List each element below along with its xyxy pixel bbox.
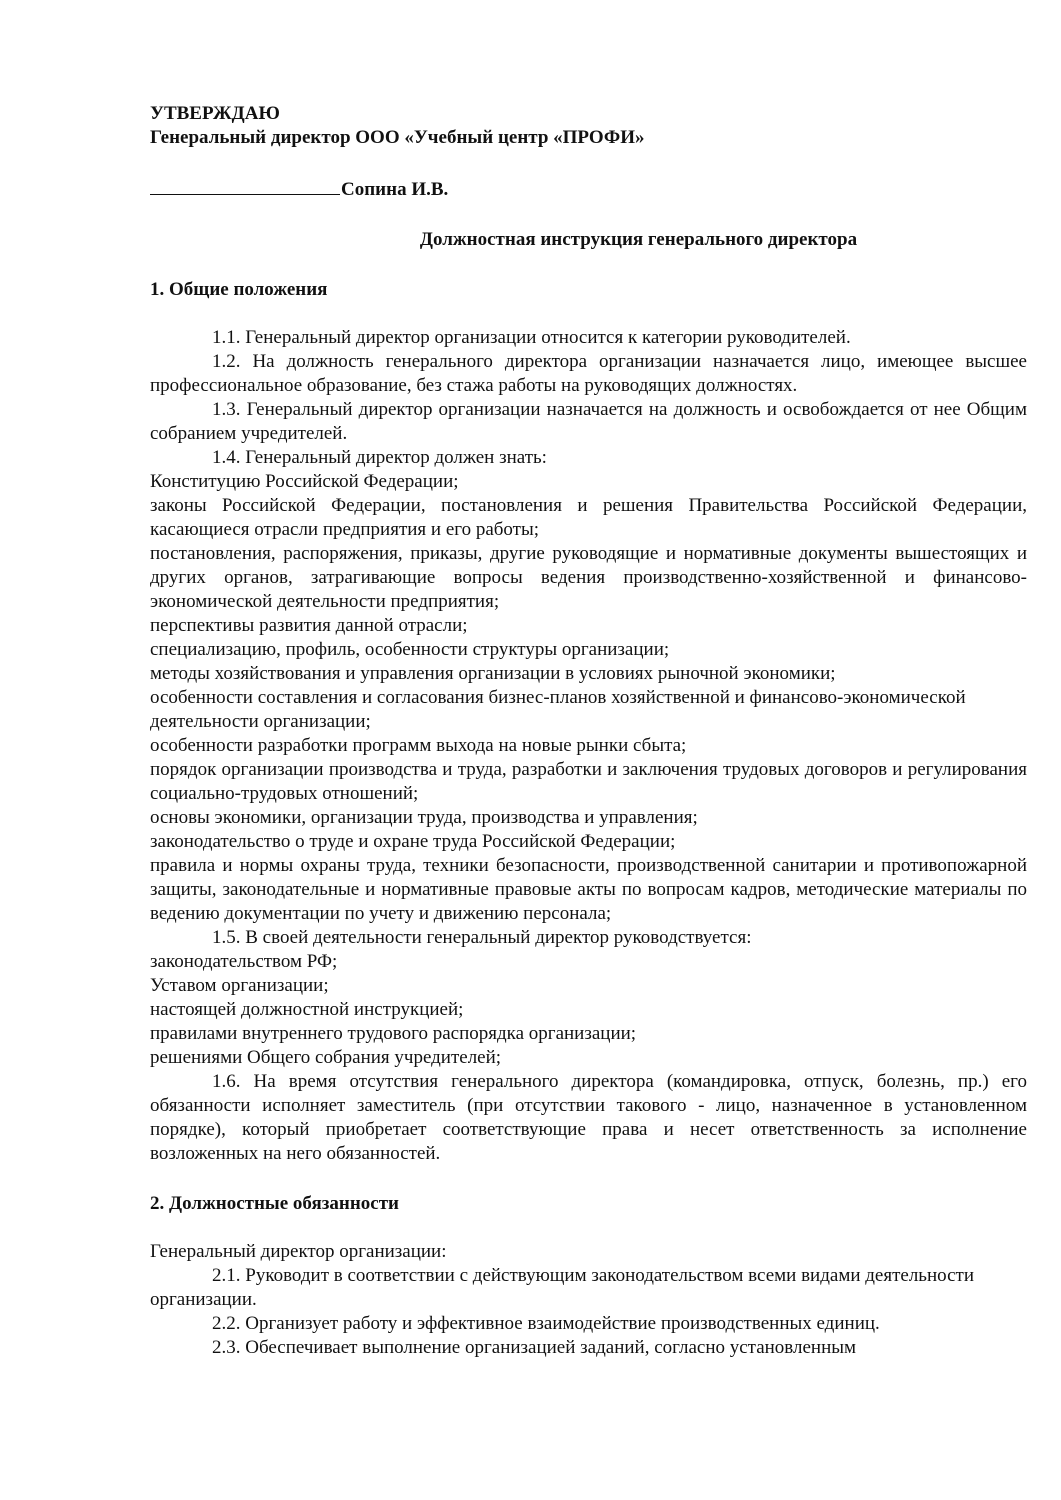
- list-item: правилами внутреннего трудового распорядка организации;: [150, 1023, 637, 1044]
- section-2-intro: Генеральный директор организации:: [150, 1241, 447, 1262]
- list-item: решениями Общего собрания учредителей;: [150, 1047, 502, 1068]
- approve-label: УТВЕРЖДАЮ: [150, 103, 280, 124]
- list-item: порядок организации производства и труда, разработки и заключения трудовых договоров и регулирования социально-трудовых отношений;: [150, 759, 1027, 804]
- paragraph-2-2: 2.2. Организует работу и эффективное взаимодействие производственных единиц.: [212, 1313, 880, 1334]
- list-item: методы хозяйствования и управления организации в условиях рыночной экономики;: [150, 663, 836, 684]
- list-item: специализацию, профиль, особенности структуры организации;: [150, 639, 670, 660]
- list-item: перспективы развития данной отрасли;: [150, 615, 468, 636]
- list-item: Конституцию Российской Федерации;: [150, 471, 459, 492]
- section-2-heading: 2. Должностные обязанности: [150, 1193, 399, 1214]
- list-item: настоящей должностной инструкцией;: [150, 999, 464, 1020]
- section-1-heading: 1. Общие положения: [150, 279, 328, 300]
- list-item: Уставом организации;: [150, 975, 329, 996]
- document-title: Должностная инструкция генерального директора: [419, 229, 858, 250]
- list-item: основы экономики, организации труда, производства и управления;: [150, 807, 698, 828]
- paragraph-2-3: 2.3. Обеспечивает выполнение организацией заданий, согласно установленным: [212, 1337, 857, 1358]
- paragraph-1-5: 1.5. В своей деятельности генеральный директор руководствуется:: [212, 927, 752, 948]
- list-item: законодательством РФ;: [150, 951, 338, 972]
- paragraph-1-4: 1.4. Генеральный директор должен знать:: [212, 447, 547, 468]
- signature-row: [150, 176, 1027, 202]
- signatory-name: Сопина И.В.: [341, 179, 449, 200]
- list-item: законы Российской Федерации, постановления и решения Правительства Российской Федерации, касающиеся отрасли предприятия и его работы;: [150, 495, 1027, 540]
- paragraph-1-6: 1.6. На время отсутствия генерального директора (командировка, отпуск, болезнь, пр.) его обязанности исполняет заместитель (при отсутствии такового - лицо, назначенное в установленном порядке), который приобретает соответствующие права и несет ответственность за исполнение возложенных на него обязанностей.: [150, 1071, 1027, 1164]
- paragraph-1-3: 1.3. Генеральный директор организации назначается на должность и освобождается от нее Общим собранием учредителей.: [150, 399, 1027, 444]
- document-page: [150, 100, 1027, 1360]
- signature-line: [150, 176, 340, 195]
- approver-position: Генеральный директор ООО «Учебный центр «ПРОФИ»: [150, 127, 645, 148]
- knowledge-list: [150, 470, 1027, 926]
- list-item: законодательство о труде и охране труда Российской Федерации;: [150, 831, 676, 852]
- approval-block: [150, 102, 1027, 150]
- list-item: правила и нормы охраны труда, техники безопасности, производственной санитарии и противопожарной защиты, законодательные и нормативные правовые акты по вопросам кадров, методические материалы по ведению документации по учету и движению персонала;: [150, 855, 1027, 924]
- list-item: особенности составления и согласования бизнес-планов хозяйственной и финансово-экономической деятельности организации;: [150, 687, 966, 732]
- guidance-list: [150, 950, 1027, 1070]
- list-item: постановления, распоряжения, приказы, другие руководящие и нормативные документы вышестоящих и других органов, затрагивающие вопросы ведения производственно-хозяйственной и финансово-экономической деятельности предприятия;: [150, 543, 1027, 612]
- list-item: особенности разработки программ выхода на новые рынки сбыта;: [150, 735, 687, 756]
- paragraph-1-1: 1.1. Генеральный директор организации относится к категории руководителей.: [212, 327, 851, 348]
- paragraph-1-2: 1.2. На должность генерального директора организации назначается лицо, имеющее высшее профессиональное образование, без стажа работы на руководящих должностях.: [150, 351, 1027, 396]
- paragraph-2-1: 2.1. Руководит в соответствии с действующим законодательством всеми видами деятельности организации.: [150, 1265, 975, 1310]
